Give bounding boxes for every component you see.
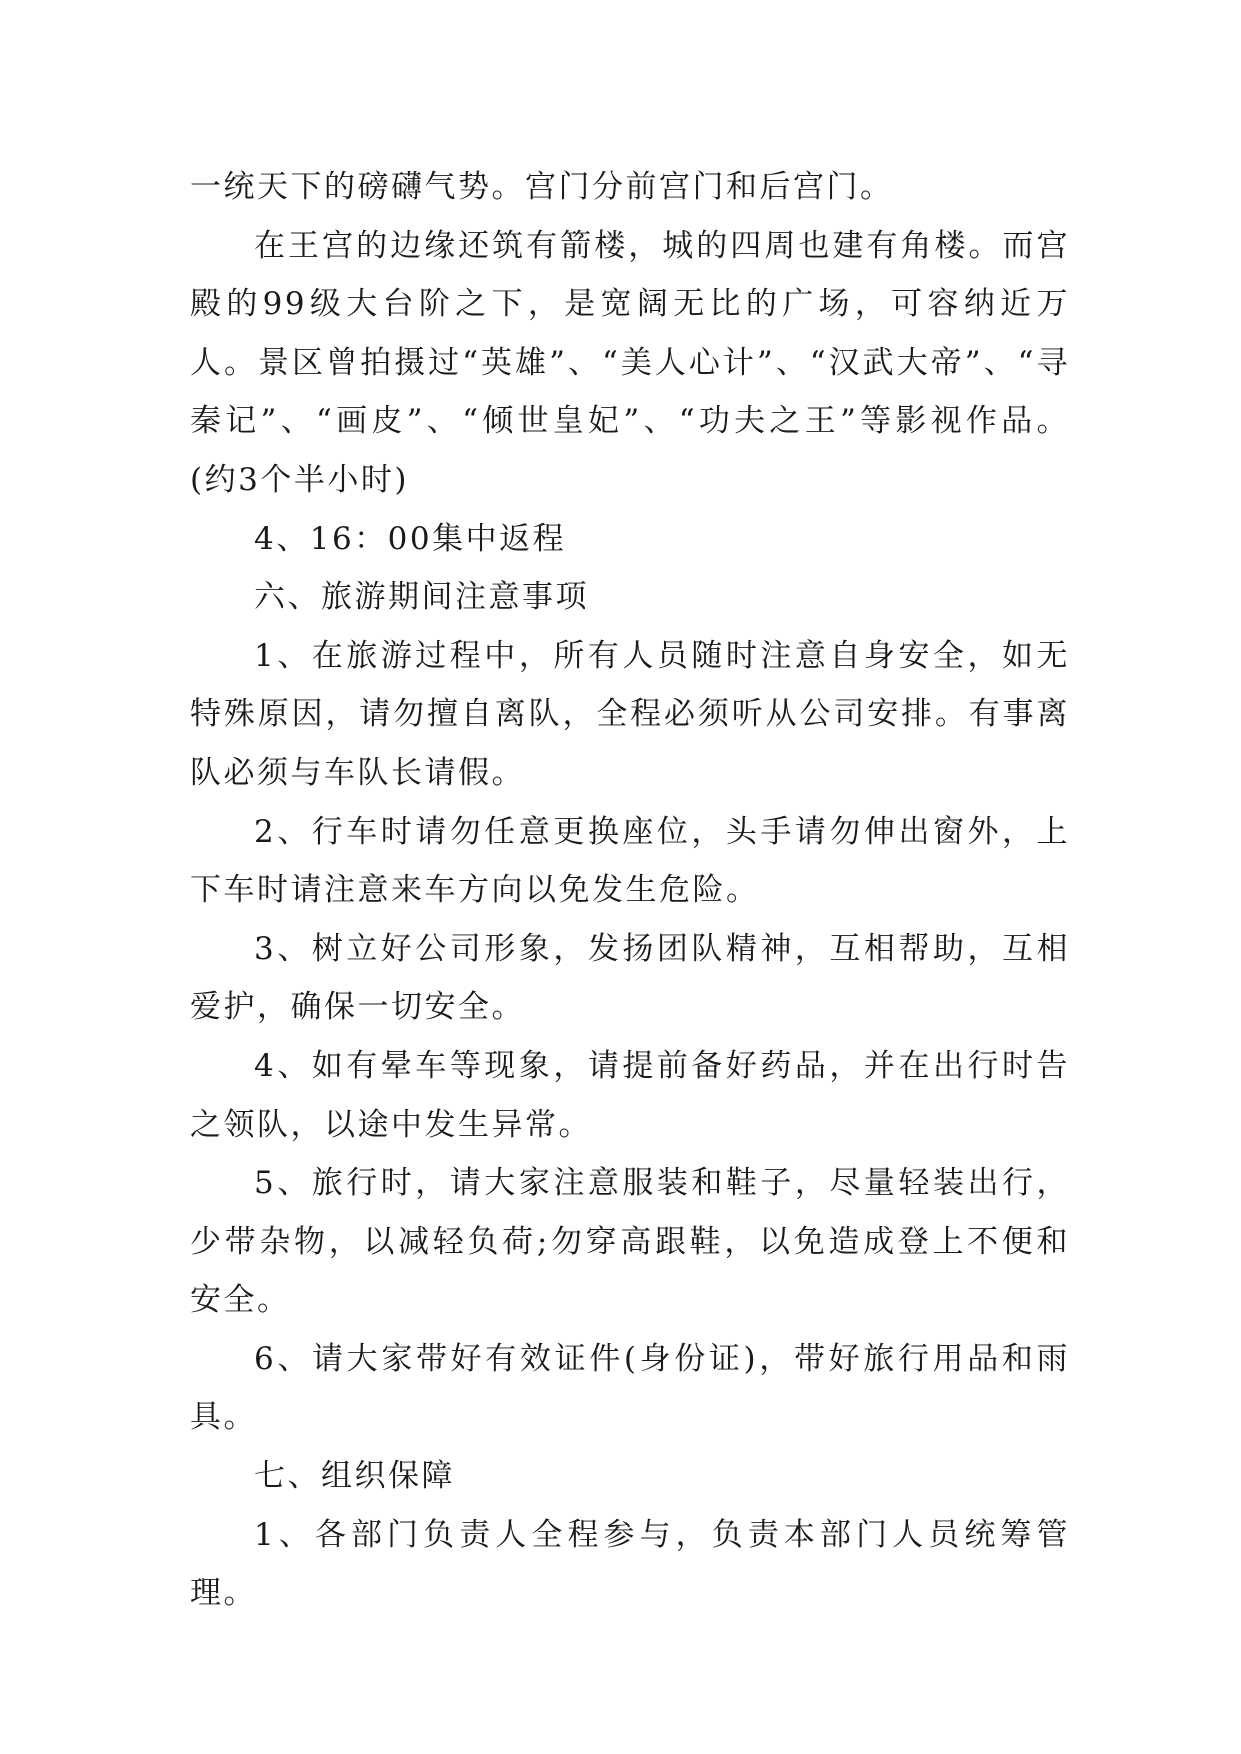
paragraph-palace-description: 在王宫的边缘还筑有箭楼，城的四周也建有角楼。而宫殿的99级大台阶之下，是宽阔无比的广场，可容纳近万人。景区曾拍摄过“英雄”、“美人心计”、“汉武大帝”、“寻秦记”、“画皮”、“倾世皇妃”、“功夫之王”等影视作品。(约3个半小时) — [190, 227, 1070, 498]
list-item-note-2: 2、行车时请勿任意更换座位，头手请勿伸出窗外，上下车时请注意来车方向以免发生危险。 — [190, 813, 1070, 909]
paragraph-continuation: 一统天下的磅礴气势。宫门分前宫门和后宫门。 — [190, 169, 894, 205]
section-heading-organization: 七、组织保障 — [254, 1458, 455, 1495]
list-item-note-3: 3、树立好公司形象，发扬团队精神，互相帮助，互相爱护，确保一切安全。 — [190, 930, 1070, 1026]
list-item-organization-1: 1、各部门负责人全程参与，负责本部门人员统筹管理。 — [190, 1516, 1070, 1612]
list-item-note-1: 1、在旅游过程中，所有人员随时注意自身安全，如无特殊原因，请勿擅自离队，全程必须听从公司安排。有事离队必须与车队长请假。 — [190, 637, 1070, 791]
section-heading-travel-notes: 六、旅游期间注意事项 — [254, 579, 589, 616]
list-item-note-5: 5、旅行时，请大家注意服装和鞋子，尽量轻装出行，少带杂物，以减轻负荷;勿穿高跟鞋，以免造成登上不便和安全。 — [190, 1165, 1070, 1319]
list-item-note-4: 4、如有晕车等现象，请提前备好药品，并在出行时告之领队，以途中发生异常。 — [190, 1047, 1070, 1143]
list-item-note-6: 6、请大家带好有效证件(身份证)，带好旅行用品和雨具。 — [190, 1340, 1070, 1436]
paragraph-return-time: 4、16：00集中返程 — [254, 520, 567, 557]
document-body — [190, 158, 1070, 1623]
